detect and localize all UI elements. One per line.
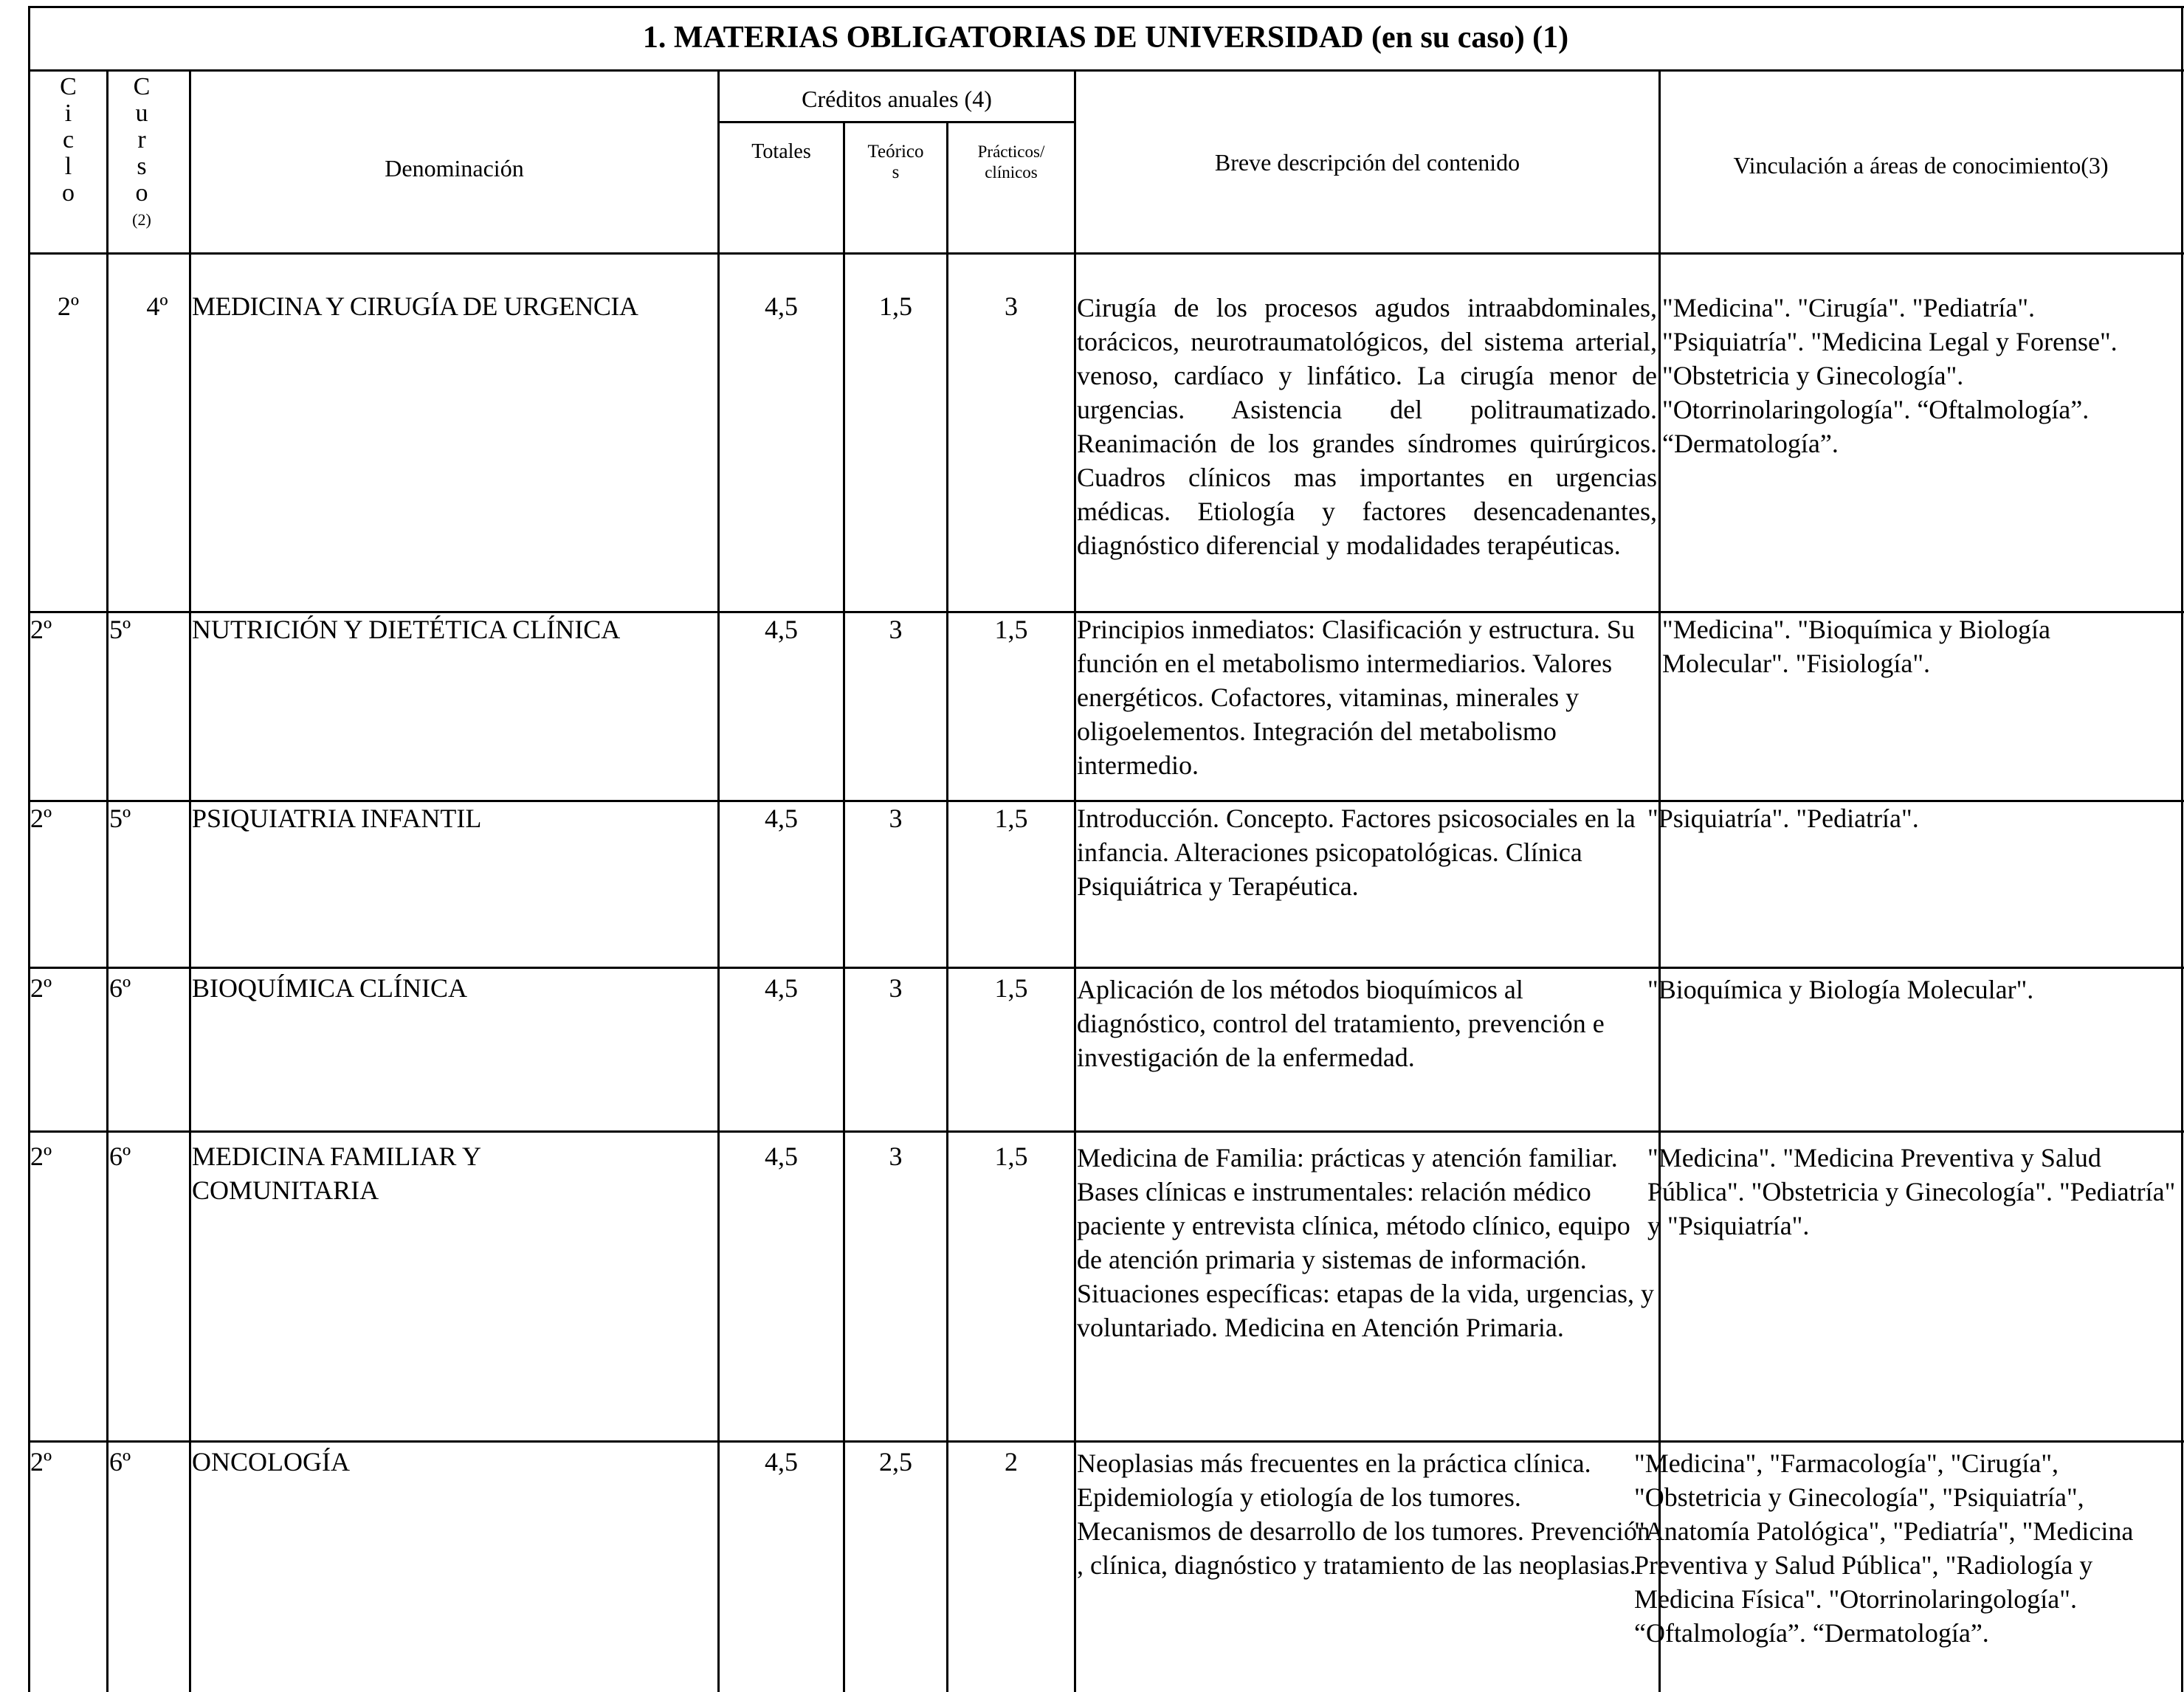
table-row-4-curso: 6º (109, 973, 131, 1003)
table-row-6-ciclo: 2º (30, 1447, 52, 1477)
table-row-3-denominacion: PSIQUIATRIA INFANTIL (192, 804, 482, 833)
practicos-header: Prácticos/ clínicos (977, 142, 1045, 182)
table-row-1-ciclo: 2º (57, 291, 80, 321)
descripcion-header: Breve descripción del contenido (1214, 149, 1520, 176)
totales-header: Totales (751, 140, 811, 163)
table-row-6-vinculacion: "Medicina", "Farmacología", "Cirugía", "Obstetricia y Ginecología", "Psiquiatría", "Anatomía Patológica", "Pediatría", "Medicina Preventiva y Salud Pública", "Radiología y Medicina Física". "Otorrinolaringología". “Oftalmología”. “Dermatología”. (1634, 1448, 2134, 1648)
table-row-6-totales: 4,5 (765, 1447, 798, 1477)
table-right-border (2181, 6, 2183, 1692)
table-row-1-totales: 4,5 (765, 291, 798, 321)
denominacion-header: Denominación (385, 155, 524, 182)
table-row-3-ciclo: 2º (30, 804, 52, 833)
table-row-2-denominacion: NUTRICIÓN Y DIETÉTICA CLÍNICA (192, 615, 621, 644)
table-row-2-totales: 4,5 (765, 615, 798, 644)
table-row-5-practicos: 1,5 (994, 1142, 1028, 1171)
table-row-4-denominacion: BIOQUÍMICA CLÍNICA (192, 973, 467, 1003)
table-row-4-vinculacion: "Bioquímica y Biología Molecular". (1647, 975, 2034, 1004)
table-row-4-teoricos: 3 (889, 973, 903, 1003)
table-row-6-curso: 6º (109, 1447, 131, 1477)
table-row-3-teoricos: 3 (889, 804, 903, 833)
table-row-6-teoricos: 2,5 (879, 1447, 912, 1477)
table-row-1-descripcion: Cirugía de los procesos agudos intraabdominales, torácicos, neurotraumatológicos, del sistema arterial, venoso, cardíaco y linfático. La cirugía menor de urgencias. Asistencia del politraumatizado. Reanimación de los grandes síndromes quirúrgicos. Cuadros clínicos mas importantes en urgencias médicas. Etiología y factores desencadenantes, diagnóstico diferencial y modalidades terapéuticas. (1077, 293, 1657, 560)
table-row-6-practicos: 2 (1005, 1447, 1018, 1477)
table-row-5-vinculacion: "Medicina". "Medicina Preventiva y Salud Pública". "Obstetricia y Ginecología". "Pediatría" y "Psiquiatría". (1647, 1143, 2176, 1240)
table-row-3-totales: 4,5 (765, 804, 798, 833)
table-row-2-curso: 5º (109, 615, 131, 644)
table-row-6-denominacion: ONCOLOGÍA (192, 1447, 350, 1477)
table-row-1-practicos: 3 (1005, 291, 1018, 321)
table-row-1-curso: 4º (146, 291, 168, 321)
teoricos-header: Teórico s (867, 142, 924, 182)
page-title: 1. MATERIAS OBLIGATORIAS DE UNIVERSIDAD (en su caso) (1) (642, 21, 1569, 55)
table-left-border (28, 6, 30, 1692)
creditos-descripcion-divider (1074, 69, 1076, 1692)
table-row-3-vinculacion: "Psiquiatría". "Pediatría". (1647, 804, 1919, 833)
table-row-2-vinculacion: "Medicina". "Bioquímica y Biología Molecular". "Fisiología". (1662, 615, 2051, 678)
table-row-5-ciclo: 2º (30, 1142, 52, 1171)
title-bottom-rule (28, 69, 2184, 72)
table-row-2-practicos: 1,5 (994, 615, 1028, 644)
table-row-2-teoricos: 3 (889, 615, 903, 644)
header-bottom-rule (28, 252, 2184, 255)
table-top-border (28, 6, 2184, 8)
table-row-1-denominacion: MEDICINA Y CIRUGÍA DE URGENCIA (192, 291, 638, 321)
table-row-4-descripcion: Aplicación de los métodos bioquímicos al diagnóstico, control del tratamiento, prevención e investigación de la enfermedad. (1077, 975, 1605, 1072)
table-row-6-descripcion: Neoplasias más frecuentes en la práctica clínica. Epidemiología y etiología de los tumores. Mecanismos de desarrollo de los tumores. Prevención , clínica, diagnóstico y tratamiento de las neoplasias. (1077, 1448, 1650, 1580)
row-4-bottom-rule (28, 1130, 2184, 1133)
table-row-3-practicos: 1,5 (994, 804, 1028, 833)
table-row-4-totales: 4,5 (765, 973, 798, 1003)
table-row-5-denominacion: MEDICINA FAMILIAR Y COMUNITARIA (192, 1142, 480, 1205)
vinculacion-header: Vinculación a áreas de conocimiento(3) (1733, 152, 2109, 179)
table-row-1-teoricos: 1,5 (879, 291, 912, 321)
table-row-5-curso: 6º (109, 1142, 131, 1171)
table-row-4-ciclo: 2º (30, 973, 52, 1003)
table-row-3-descripcion: Introducción. Concepto. Factores psicosociales en la infancia. Alteraciones psicopatológicas. Clínica Psiquiátrica y Terapéutica. (1077, 804, 1636, 901)
table-row-2-descripcion: Principios inmediatos: Clasificación y estructura. Su función en el metabolismo intermediarios. Valores energéticos. Cofactores, vitaminas, minerales y oligoelementos. Integración del metabolismo intermedio. (1077, 615, 1635, 780)
table-row-5-teoricos: 3 (889, 1142, 903, 1171)
table-row-2-ciclo: 2º (30, 615, 52, 644)
row-3-bottom-rule (28, 967, 2184, 969)
creditos-group-rule (718, 121, 1074, 123)
table-row-5-totales: 4,5 (765, 1142, 798, 1171)
row-5-bottom-rule (28, 1440, 2184, 1443)
table-row-3-curso: 5º (109, 804, 131, 833)
table-row-5-descripcion: Medicina de Familia: prácticas y atención familiar. Bases clínicas e instrumentales: relación médico paciente y entrevista clínica, método clínico, equipo de atención primaria y sistemas de información. Situaciones específicas: etapas de la vida, urgencias, y voluntariado. Medicina en Atención Primaria. (1077, 1143, 1655, 1342)
ciclo-header: C i c l o (60, 73, 77, 207)
table-row-1-vinculacion: "Medicina". "Cirugía". "Pediatría". "Psiquiatría". "Medicina Legal y Forense". "Obstetricia y Ginecología". "Otorrinolaringología". “Oftalmología”. “Dermatología”. (1662, 293, 2118, 458)
curso-denominacion-divider (189, 69, 191, 1692)
ciclo-curso-divider (106, 69, 108, 1692)
curso-header: C u r s o (2) (108, 74, 175, 233)
creditos-header: Créditos anuales (4) (802, 86, 992, 112)
curso-note: (2) (132, 210, 151, 229)
table-row-4-practicos: 1,5 (994, 973, 1028, 1003)
